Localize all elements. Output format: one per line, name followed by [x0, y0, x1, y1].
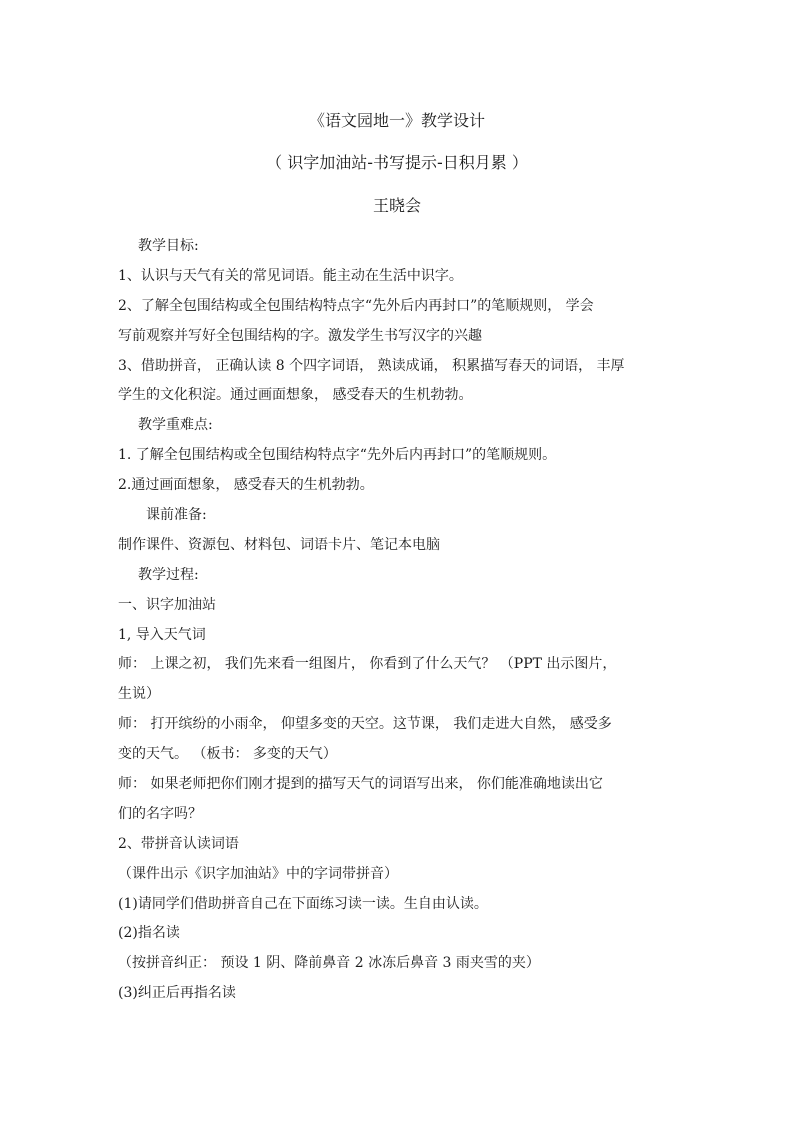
paragraph-line: 师： 打开缤纷的小雨伞， 仰望多变的天空。这节课， 我们走进大自然， 感受多	[118, 716, 612, 733]
section-heading-preparation: 课前准备:	[146, 507, 207, 524]
paragraph-line: 1、认识与天气有关的常见词语。能主动在生活中识字。	[118, 267, 463, 284]
paragraph-line: 制作课件、资源包、材料包、词语卡片、笔记本电脑	[118, 536, 440, 553]
paragraph-line: 2、带拼音认读词语	[118, 835, 239, 852]
document-subtitle: （ 识字加油站-书写提示-日积月累 ）	[266, 153, 528, 172]
section-heading-process: 教学过程:	[138, 566, 199, 583]
paragraph-line: 写前观察并写好全包围结构的字。激发学生书写汉字的兴趣	[118, 327, 482, 344]
paragraph-line: （按拼音纠正： 预设 1 阴、降前鼻音 2 冰冻后鼻音 3 雨夹雪的夹）	[118, 955, 540, 972]
paragraph-line: （课件出示《识字加油站》中的字词带拼音）	[118, 865, 398, 882]
document-body	[118, 232, 678, 1009]
paragraph-line: 变的天气。 （板书： 多变的天气）	[118, 746, 337, 763]
paragraph-line: 一、识字加油站	[118, 596, 216, 613]
paragraph-line: 1, 导入天气词	[118, 626, 206, 643]
paragraph-line: (3)纠正后再指名读	[118, 985, 236, 1002]
paragraph-line: 师： 上课之初， 我们先来看一组图片， 你看到了什么天气？ （PPT 出示图片，	[118, 656, 617, 673]
paragraph-line: 师： 如果老师把你们刚才提到的描写天气的词语写出来， 你们能准确地读出它	[118, 776, 603, 793]
paragraph-line: 学生的文化积淀。通过画面想象， 感受春天的生机勃勃。	[118, 387, 473, 404]
document-title: 《语文园地一》教学设计	[308, 111, 485, 130]
paragraph-line: 2.通过画面想象， 感受春天的生机勃勃。	[118, 477, 374, 494]
paragraph-line: 们的名字吗？	[118, 805, 202, 822]
section-heading-objectives: 教学目标:	[138, 238, 199, 254]
paragraph-line: 1. 了解全包围结构或全包围结构特点字“先外后内再封口”的笔顺规则。	[118, 447, 557, 464]
document-author: 王晓会	[372, 196, 421, 215]
paragraph-line: 2、了解全包围结构或全包围结构特点字“先外后内再封口”的笔顺规则， 学会	[118, 297, 594, 314]
paragraph-line: 生说）	[118, 686, 160, 703]
paragraph-line: (1)请同学们借助拼音自己在下面练习读一读。生自由认读。	[118, 895, 488, 912]
section-heading-key-points: 教学重难点:	[138, 417, 213, 434]
paragraph-line: 3、借助拼音， 正确认读 8 个四字词语， 熟读成诵， 积累描写春天的词语， 丰厚	[118, 357, 625, 374]
paragraph-line: (2)指名读	[118, 925, 180, 942]
